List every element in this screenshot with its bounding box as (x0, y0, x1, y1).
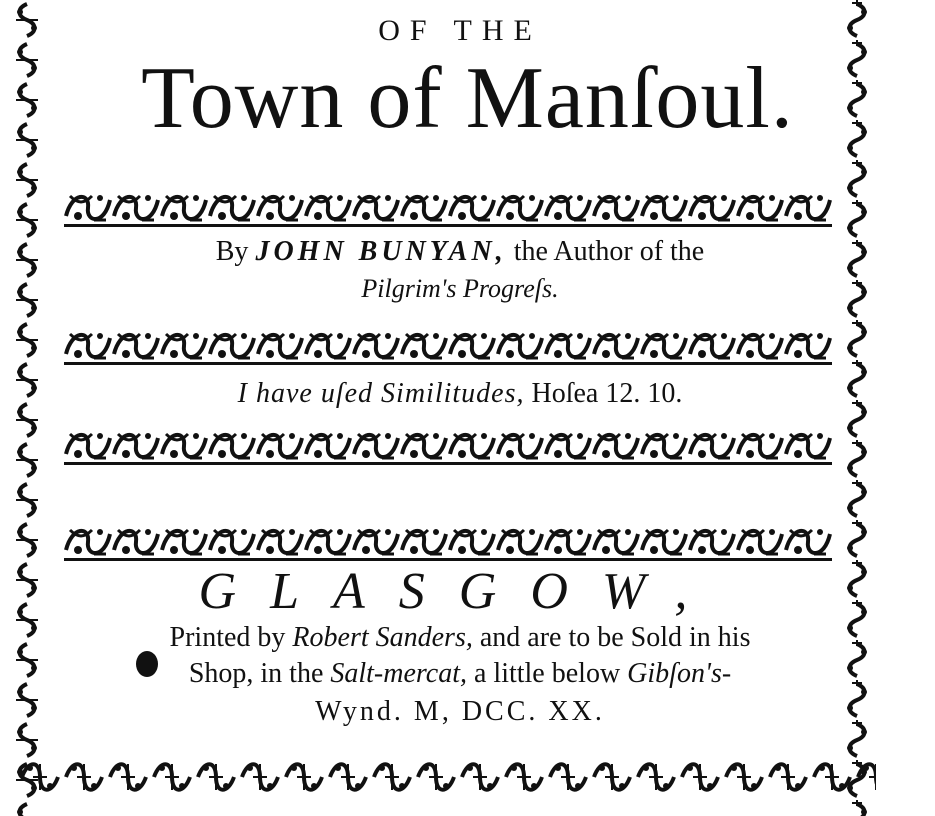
ornament-band-2 (64, 324, 832, 368)
ornament-band-1 (64, 186, 832, 230)
work-title: Pilgrim's Progreſs. (361, 274, 559, 303)
shop-mid: a little below (473, 658, 621, 689)
bottom-border-svg (18, 752, 876, 802)
page-title: Town of Manſoul. (141, 50, 794, 147)
byline-by: By (215, 236, 249, 267)
printed-pre: Printed by (169, 622, 286, 653)
title-prefix: OF THE (378, 14, 542, 47)
wynd-name: Gibſon's- (627, 658, 732, 689)
ornament-band-4 (64, 520, 832, 564)
imprint-city: GLASGOW, (198, 563, 722, 620)
motto (40, 378, 880, 410)
ornament-band-3 (64, 424, 832, 468)
byline (40, 236, 880, 268)
street-name: Salt-mercat, (330, 658, 467, 689)
imprint-date: Wynd. M, DCC. XX. (315, 696, 605, 727)
motto-reference: Hoſea 12. 10. (531, 378, 683, 409)
bottom-ornament-border (18, 752, 876, 802)
printer-name: Robert Sanders, (292, 622, 473, 653)
imprint-line-1 (40, 622, 880, 654)
printed-post: and are to be Sold in his (479, 622, 751, 653)
byline-rest: the Author of the (513, 236, 705, 267)
shop-pre: Shop, in the (188, 658, 324, 689)
imprint-line-2 (40, 658, 880, 690)
author-name: JOHN BUNYAN, (255, 236, 507, 267)
motto-text: I have uſed Similitudes, (237, 378, 525, 409)
ink-blot (136, 651, 158, 677)
